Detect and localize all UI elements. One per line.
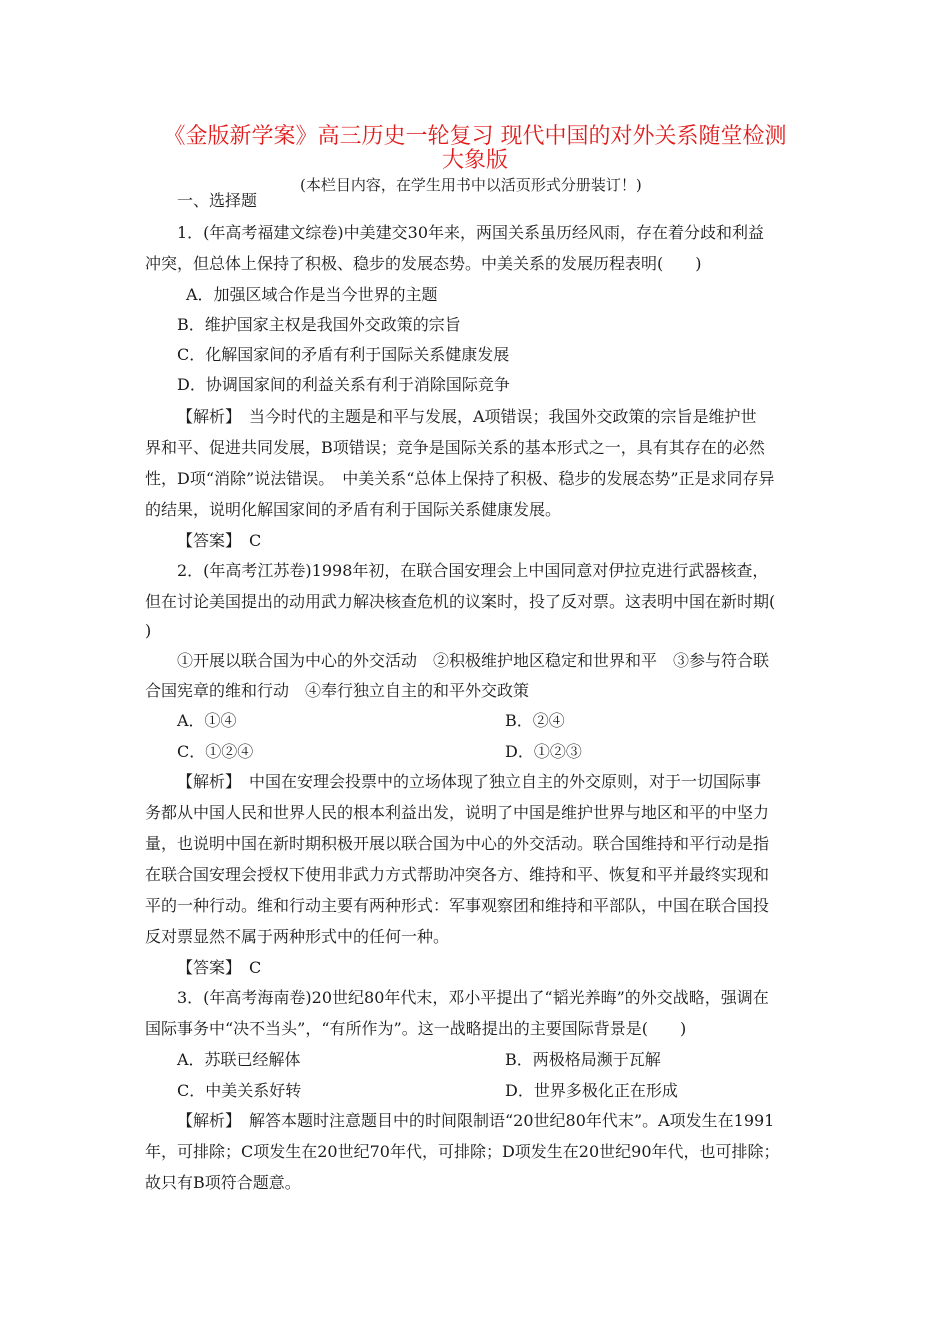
q2-option-c: C．①②④ — [177, 742, 254, 761]
document-title-line2: 大象版 — [441, 148, 508, 173]
section-heading: 一、选择题 — [177, 191, 258, 210]
q1-option-d: D．协调国家间的利益关系有利于消除国际竞争 — [177, 375, 510, 394]
q2-explanation-line5: 平的一种行动。维和行动主要有两种形式：军事观察团和维持和平部队，中国在联合国投 — [145, 896, 770, 915]
q3-option-c: C．中美关系好转 — [177, 1081, 302, 1100]
q2-explanation-line6: 反对票显然不属于两种形式中的任何一种。 — [145, 927, 450, 946]
q2-option-d: D．①②③ — [505, 742, 582, 761]
q2-explanation-line4: 在联合国安理会授权下使用非武力方式帮助冲突各方、维持和平、恢复和平并最终实现和 — [145, 865, 770, 884]
q2-explanation-line3: 量，也说明中国在新时期积极开展以联合国为中心的外交活动。联合国维持和平行动是指 — [145, 834, 770, 853]
q3-explanation-line1: 【解析】 解答本题时注意题目中的时间限制语“20世纪80年代末”。A项发生在1991 — [177, 1111, 775, 1130]
q3-option-a: A．苏联已经解体 — [177, 1050, 301, 1069]
q3-explanation-line3: 故只有B项符合题意。 — [145, 1173, 301, 1192]
q2-items-line2: 合国宪章的维和行动 ④奉行独立自主的和平外交政策 — [145, 681, 530, 700]
q1-stem-line2: 冲突，但总体上保持了积极、稳步的发展态势。中美关系的发展历程表明( ) — [145, 254, 702, 273]
q2-explanation-line1: 【解析】 中国在安理会投票中的立场体现了独立自主的外交原则，对于一切国际事 — [177, 772, 762, 791]
document-title-line1: 《金版新学案》高三历史一轮复习 现代中国的对外关系随堂检测 — [163, 124, 787, 149]
q1-option-b: B．维护国家主权是我国外交政策的宗旨 — [177, 315, 461, 334]
q3-explanation-line2: 年，可排除；C项发生在20世纪70年代，可排除；D项发生在20世纪90年代，也可排除； — [145, 1142, 780, 1161]
q2-option-b: B．②④ — [505, 711, 565, 730]
q1-explanation-line4: 的结果，说明化解国家间的矛盾有利于国际关系健康发展。 — [145, 500, 562, 519]
q1-answer: 【答案】 C — [177, 531, 262, 550]
q2-stem-line1: 2．(年高考江苏卷)1998年初，在联合国安理会上中国同意对伊拉克进行武器核查， — [177, 561, 769, 580]
q3-stem-line2: 国际事务中“决不当头”，“有所作为”。这一战略提出的主要国际背景是( ) — [145, 1019, 687, 1038]
q1-explanation-line3: 性，D项“消除”说法错误。 中美关系“总体上保持了积极、稳步的发展态势”正是求同存异 — [145, 469, 775, 488]
q2-items-line1: ①开展以联合国为中心的外交活动 ②积极维护地区稳定和世界和平 ③参与符合联 — [177, 651, 770, 670]
q2-stem-line2: 但在讨论美国提出的动用武力解决核查危机的议案时，投了反对票。这表明中国在新时期( — [145, 592, 776, 611]
binding-note: (本栏目内容，在学生用书中以活页形式分册装订！) — [300, 176, 642, 194]
q2-answer: 【答案】 C — [177, 958, 262, 977]
q1-option-c: C．化解国家间的矛盾有利于国际关系健康发展 — [177, 345, 510, 364]
q3-stem-line1: 3．(年高考海南卷)20世纪80年代末，邓小平提出了“韬光养晦”的外交战略，强调在 — [177, 988, 769, 1007]
q1-stem-line1: 1．(年高考福建文综卷)中美建交30年来，两国关系虽历经风雨，存在着分歧和利益 — [177, 223, 765, 242]
q3-option-b: B．两极格局濒于瓦解 — [505, 1050, 661, 1069]
q1-option-a: A．加强区域合作是当今世界的主题 — [186, 285, 438, 304]
q1-explanation-line1: 【解析】 当今时代的主题是和平与发展，A项错误；我国外交政策的宗旨是维护世 — [177, 407, 757, 426]
q2-option-a: A．①④ — [177, 711, 237, 730]
q2-explanation-line2: 务都从中国人民和世界人民的根本利益出发，说明了中国是维护世界与地区和平的中坚力 — [145, 803, 770, 822]
q3-option-d: D．世界多极化正在形成 — [505, 1081, 678, 1100]
q2-stem-line3: ) — [145, 621, 152, 640]
q1-explanation-line2: 界和平、促进共同发展，B项错误；竞争是国际关系的基本形式之一，具有其存在的必然 — [145, 438, 765, 457]
